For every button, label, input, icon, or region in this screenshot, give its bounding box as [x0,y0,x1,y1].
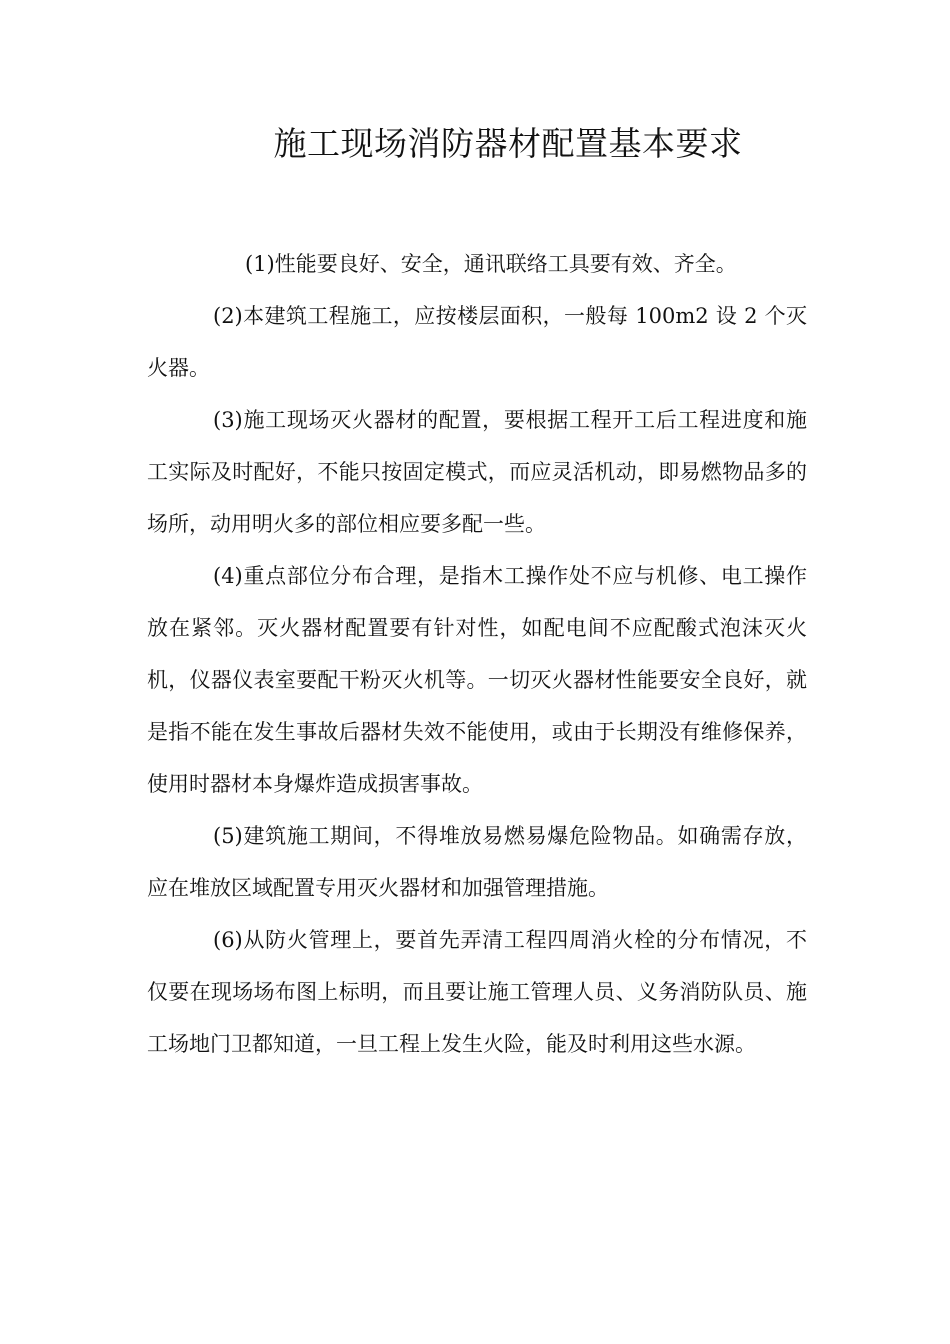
paragraph-4: (4)重点部位分布合理，是指木工操作处不应与机修、电工操作放在紧邻。灭火器材配置要有针对性，如配电间不应配酸式泡沫灭火机，仪器仪表室要配干粉灭火机等。一切灭火器材性能要安全良好，就是指不能在发生事故后器材失效不能使用，或由于长期没有维修保养，使用时器材本身爆炸造成损害事故。 [147,564,807,796]
paragraph-3: (3)施工现场灭火器材的配置，要根据工程开工后工程进度和施工实际及时配好，不能只按固定模式，而应灵活机动，即易燃物品多的场所，动用明火多的部位相应要多配一些。 [147,408,807,536]
paragraph-6: (6)从防火管理上，要首先弄清工程四周消火栓的分布情况，不仅要在现场场布图上标明，而且要让施工管理人员、义务消防队员、施工场地门卫都知道，一旦工程上发生火险，能及时利用这些水源。 [147,928,807,1056]
document-body [147,238,807,1070]
document-title: 施工现场消防器材配置基本要求 [273,124,743,163]
paragraph-1: (1)性能要良好、安全，通讯联络工具要有效、齐全。 [245,252,737,276]
paragraph-2: (2)本建筑工程施工，应按楼层面积，一般每 100m2 设 2 个灭火器。 [147,304,807,380]
paragraph-5: (5)建筑施工期间，不得堆放易燃易爆危险物品。如确需存放，应在堆放区域配置专用灭火器材和加强管理措施。 [147,824,807,900]
